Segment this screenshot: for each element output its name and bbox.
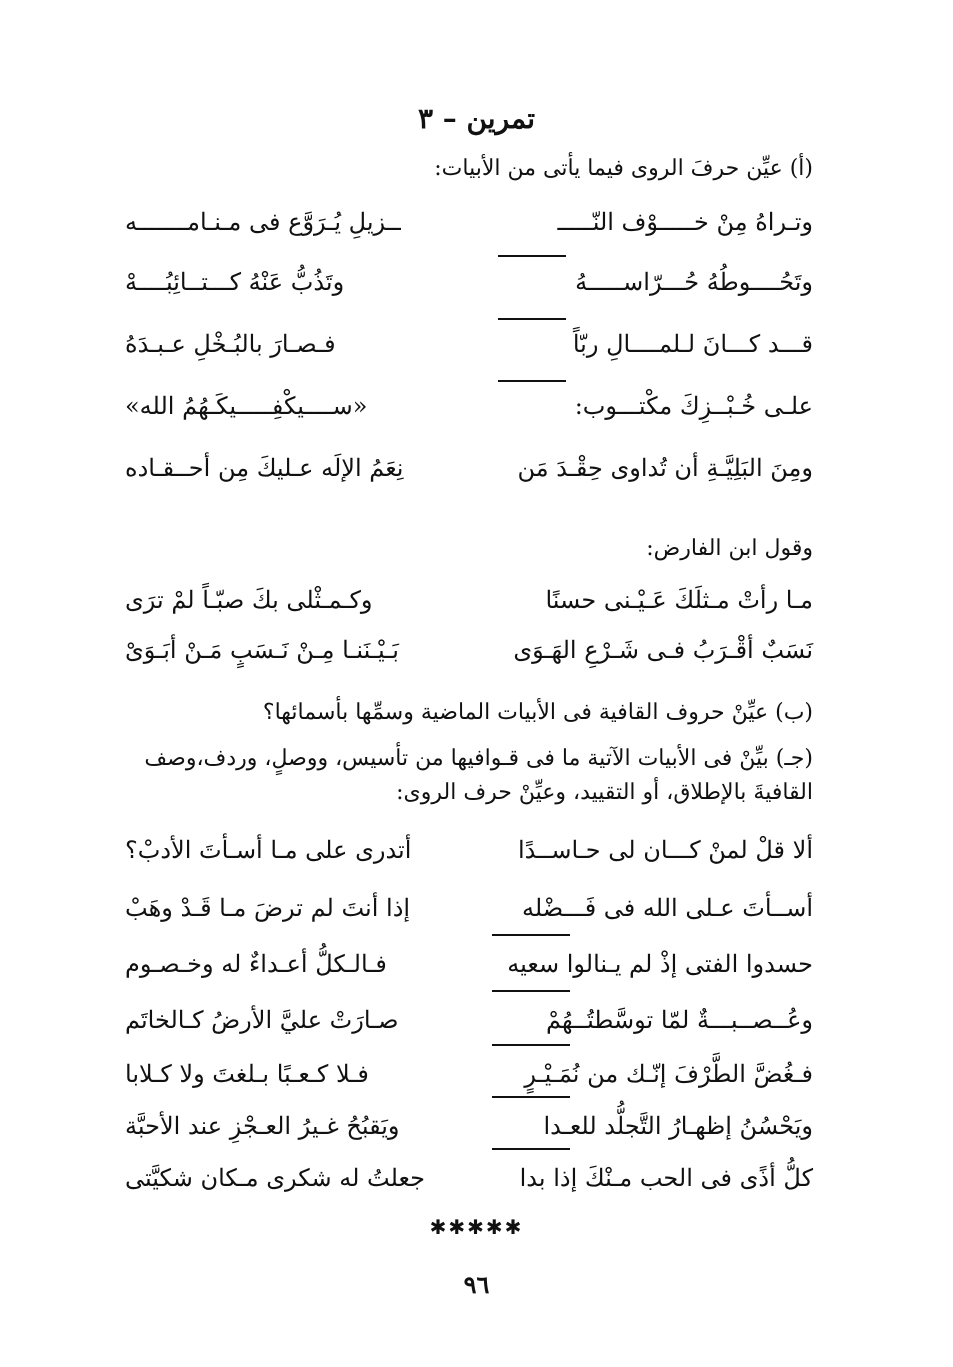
verse-second-half: فـصـارَ بالبُـخْلِ عـبـدَهُ [125, 330, 336, 358]
verse-first-half: وتـراهُ مِنْ خـــــوْف النّـــــ [557, 208, 813, 236]
verse-second-half: أتدرى على مـا أسـأتَ الأدبْ؟ [125, 836, 412, 864]
verse-first-half: ألا قلْ لمنْ كـــان لى حـاســدًا [518, 836, 813, 864]
underline-mark [492, 1096, 570, 1098]
part-c-instruction: (جـ) بيِّنْ فى الأبيات الآتية ما فى قـوافيها من تأسيس، ووصلٍ، وردف،وصف القافيةَ بالإطلاق، أو التقييد، وعيِّنْ حرف الروى: [144, 746, 813, 805]
verse-second-half: وكـمـثْلى بكَ صبّـاً لمْ ترَى [125, 586, 373, 614]
verse-second-half: «ســــيكْفِـــــيكَـهُمُ الله» [125, 392, 368, 420]
verse-a-2 [125, 268, 813, 316]
verse-first-half: أســأتَ عـلى الله فى فَـــضْله [521, 894, 813, 922]
section-separator: ✱✱✱✱✱ [429, 1215, 524, 1239]
verse-b-1 [125, 586, 813, 634]
verse-second-half: فـالـكلُّ أعـداءٌ له وخـصـوم [125, 950, 387, 978]
exercise-title: تمرين – ٣ [417, 102, 536, 135]
verse-first-half: ويَحْسُنُ إظهـارُ التَّجلُّد للعـدا [543, 1112, 813, 1140]
verse-second-half: ويَقبُحُ غـيرُ العـجْزِ عند الأحبَّة [125, 1112, 400, 1140]
verse-first-half: ومِنَ البَلِيَّـةِ أن تُداوى حِقْـدَ مَن [517, 454, 813, 482]
verse-a-4 [125, 392, 813, 440]
verse-c-6 [125, 1112, 813, 1160]
part-b-instruction: (ب) عيِّنْ حروف القافية فى الأبيات الماضية وسمِّها بأسمائها؟ [262, 700, 813, 725]
verse-second-half: وتَذُبُّ عَنْهُ كـــتــائِبُــــهْ [125, 268, 345, 296]
verse-first-half: نَسَبٌ أقْـرَبُ فـى شَـرْعِ الهَـوَى [513, 636, 813, 664]
verse-b-2 [125, 636, 813, 684]
verse-c-4 [125, 1006, 813, 1054]
verse-first-half: قـــد كـــانَ لـلمــــالِ ربّاً [572, 330, 813, 358]
underline-mark [498, 380, 566, 382]
verse-a-3 [125, 330, 813, 378]
verse-first-half: علـى خُـبْــزِكَ مكْتـــوب: [574, 392, 813, 420]
verse-a-5 [125, 454, 813, 502]
verse-second-half: فـلا كـعـبًا بـلغتَ ولا كـلابا [125, 1060, 369, 1088]
verse-first-half: فـغُضَّ الطَّرْفَ إنّـك من نُمَـيْـرٍ [524, 1060, 813, 1088]
underline-mark [492, 1044, 570, 1046]
verse-second-half: إذا أنتَ لم ترضَ مـا قَـدْ وهَبْ [125, 894, 411, 922]
underline-mark [498, 318, 566, 320]
page-number: ٩٦ [463, 1270, 490, 1299]
underline-mark [498, 255, 566, 257]
verse-second-half: صـارَتْ عليَّ الأرضُ كـالخاتَم [125, 1006, 399, 1034]
verse-c-1 [125, 836, 813, 884]
verse-a-1 [125, 208, 813, 256]
verse-c-7 [125, 1164, 813, 1212]
verse-first-half: وتَحُــــوطُهُ حُـــرّاســـــهُ [575, 268, 813, 296]
verse-second-half: جعلتُ له شكرى مـكان شكيَّتى [125, 1164, 425, 1192]
verse-c-5 [125, 1060, 813, 1108]
underline-mark [492, 934, 570, 936]
verse-first-half: وعُــصــبـــةٌ لمّا توسَّطتُــهُمْ [545, 1006, 813, 1034]
verse-first-half: كلُّ أذًى فى الحب مـنْكَ إذا بدا [519, 1164, 813, 1192]
verse-second-half: بَـيْـنَنـا مِـنْ نَـسَبٍ مَـنْ أبَـوَىْ [125, 636, 399, 664]
verse-first-half: حسدوا الفتى إذْ لم يـنالوا سعيه [507, 950, 813, 978]
verse-second-half: ــزيلِ يُـرَوَّع فى مـنـامـــــــه [125, 208, 401, 236]
ibn-farid-intro: وقول ابن الفارض: [646, 536, 813, 561]
verse-c-3 [125, 950, 813, 998]
part-a-instruction: (أ) عيِّن حرفَ الروى فيما يأتى من الأبيات: [434, 156, 813, 181]
underline-mark [492, 990, 570, 992]
underline-mark [492, 1148, 570, 1150]
verse-c-2 [125, 894, 813, 942]
verse-second-half: نِعَمُ الإلَه عـليكَ مِن أحــقـاده [125, 454, 404, 482]
verse-first-half: مـا رأتْ مـثلَكَ عَـيْـنى حسنًا [545, 586, 813, 614]
